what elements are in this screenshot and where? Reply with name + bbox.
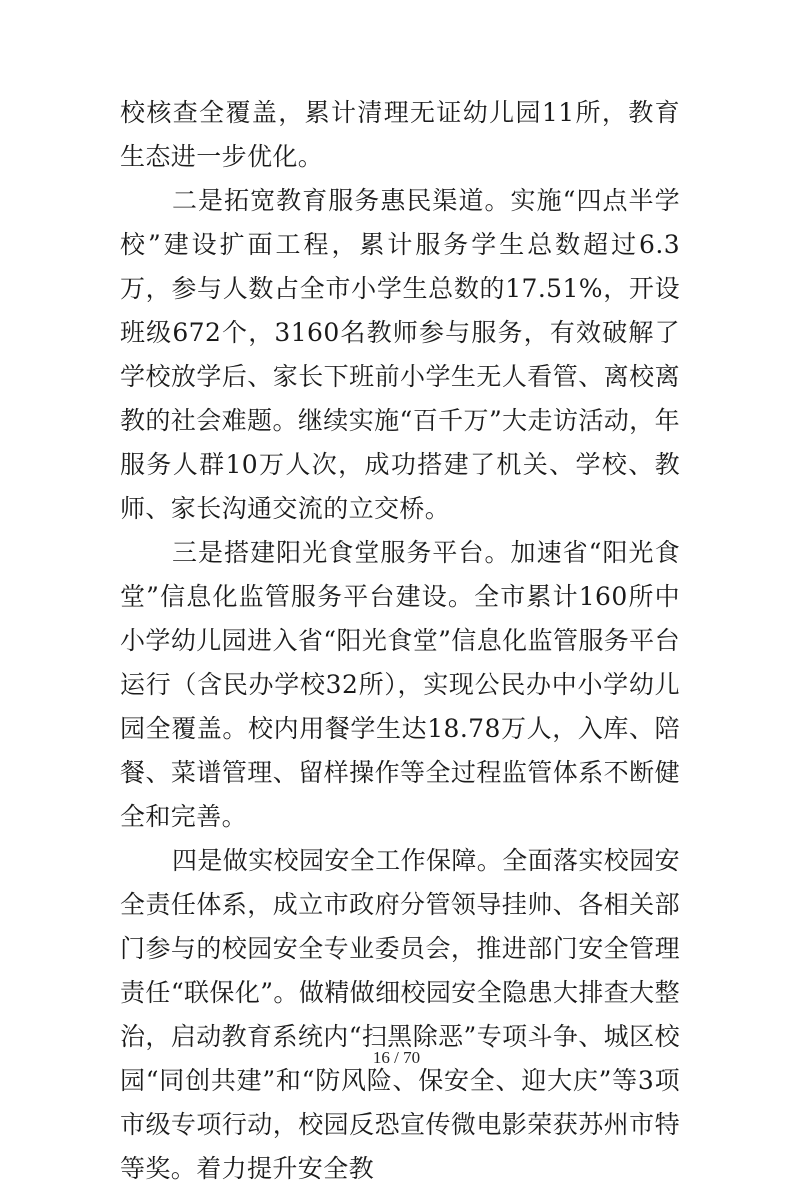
- paragraph-campus-safety: 四是做实校园安全工作保障。全面落实校园安全责任体系，成立市政府分管领导挂帅、各相关部门参与的校园安全专业委员会，推进部门安全管理责任“联保化”。做精做细校园安全隐患大排查大整治，启动教育系统内“扫黑除恶”专项斗争、城区校园“同创共建”和“防风险、保安全、迎大庆”等3项市级专项行动，校园反恐宣传微电影荣获苏州市特等奖。着力提升安全教: [120, 846, 681, 1183]
- page-number: 16 / 70: [372, 1048, 421, 1067]
- paragraph-continuation: 校核查全覆盖，累计清理无证幼儿园11所，教育生态进一步优化。: [120, 98, 680, 171]
- paragraph-education-services: 二是拓宽教育服务惠民渠道。实施“四点半学校”建设扩面工程，累计服务学生总数超过6.3万，参与人数占全市小学生总数的17.51%，开设班级672个，3160名教师参与服务，有效破解了学校放学后、家长下班前小学生无人看管、离校离教的社会难题。继续实施“百千万”大走访活动，年服务人群10万人次，成功搭建了机关、学校、教师、家长沟通交流的立交桥。: [120, 186, 680, 523]
- paragraph-sunshine-canteen: 三是搭建阳光食堂服务平台。加速省“阳光食堂”信息化监管服务平台建设。全市累计160所中小学幼儿园进入省“阳光食堂”信息化监管服务平台运行（含民办学校32所），实现公民办中小学幼儿园全覆盖。校内用餐学生达18.78万人，入库、陪餐、菜谱管理、留样操作等全过程监管体系不断健全和完善。: [120, 538, 680, 831]
- document-body: [120, 91, 680, 1191]
